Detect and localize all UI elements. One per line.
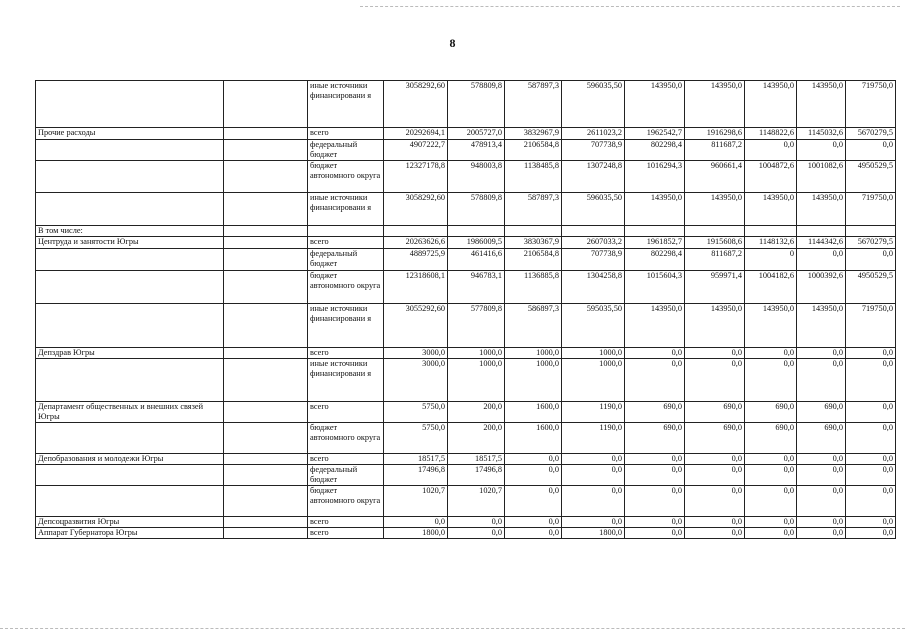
amount-cell: 0,0 xyxy=(625,347,685,358)
amount-cell: 0,0 xyxy=(625,358,685,401)
amount-cell: 2607033,2 xyxy=(562,236,625,248)
amount-cell: 2106584,8 xyxy=(505,140,562,161)
table-row xyxy=(36,248,896,270)
amount-cell: 0,0 xyxy=(797,485,846,516)
amount-cell: 0,0 xyxy=(562,485,625,516)
table-row xyxy=(36,453,896,464)
funding-source-cell: бюджет автономного округа xyxy=(308,422,384,453)
funding-source-cell: иные источники финансировани я xyxy=(308,193,384,226)
amount-cell: 1986009,5 xyxy=(448,236,505,248)
row-spacer-cell xyxy=(224,527,308,538)
amount-cell: 200,0 xyxy=(448,401,505,422)
row-name-cell: Депобразования и молодежи Югры xyxy=(36,453,224,464)
row-name-cell xyxy=(36,422,224,453)
amount-cell: 1144342,6 xyxy=(797,236,846,248)
amount-cell: 1000,0 xyxy=(505,358,562,401)
row-name-cell xyxy=(36,248,224,270)
amount-cell: 1000,0 xyxy=(562,347,625,358)
amount-cell: 5670279,5 xyxy=(846,236,896,248)
row-name-cell: Депздрав Югры xyxy=(36,347,224,358)
amount-cell: 143950,0 xyxy=(625,303,685,347)
amount-cell: 578809,8 xyxy=(448,193,505,226)
budget-table xyxy=(35,80,896,539)
amount-cell xyxy=(745,226,797,237)
amount-cell: 0,0 xyxy=(505,516,562,527)
amount-cell: 0,0 xyxy=(745,358,797,401)
amount-cell: 0,0 xyxy=(685,485,745,516)
amount-cell: 1915608,6 xyxy=(685,236,745,248)
amount-cell xyxy=(625,226,685,237)
amount-cell: 0,0 xyxy=(625,485,685,516)
amount-cell: 143950,0 xyxy=(685,303,745,347)
row-name-cell xyxy=(36,140,224,161)
amount-cell: 1307248,8 xyxy=(562,161,625,193)
amount-cell: 811687,2 xyxy=(685,140,745,161)
funding-source-cell: всего xyxy=(308,128,384,140)
row-spacer-cell xyxy=(224,226,308,237)
amount-cell: 1016294,3 xyxy=(625,161,685,193)
amount-cell xyxy=(448,226,505,237)
funding-source-cell: всего xyxy=(308,453,384,464)
row-spacer-cell xyxy=(224,161,308,193)
amount-cell: 143950,0 xyxy=(797,81,846,128)
table-row xyxy=(36,347,896,358)
amount-cell: 578809,8 xyxy=(448,81,505,128)
amount-cell: 1000,0 xyxy=(505,347,562,358)
table-row xyxy=(36,527,896,538)
amount-cell: 17496,8 xyxy=(384,464,448,485)
amount-cell: 1190,0 xyxy=(562,401,625,422)
amount-cell: 596035,50 xyxy=(562,81,625,128)
row-name-cell xyxy=(36,464,224,485)
amount-cell: 0,0 xyxy=(846,358,896,401)
row-name-cell: Департамент общественных и внешних связей Югры xyxy=(36,401,224,422)
amount-cell: 1916298,6 xyxy=(685,128,745,140)
table-row xyxy=(36,358,896,401)
amount-cell: 690,0 xyxy=(797,422,846,453)
amount-cell: 960661,4 xyxy=(685,161,745,193)
amount-cell: 2005727,0 xyxy=(448,128,505,140)
amount-cell: 0,0 xyxy=(797,140,846,161)
row-spacer-cell xyxy=(224,358,308,401)
amount-cell: 5750,0 xyxy=(384,401,448,422)
amount-cell: 4950529,5 xyxy=(846,161,896,193)
table-row xyxy=(36,140,896,161)
amount-cell: 690,0 xyxy=(625,422,685,453)
amount-cell: 478913,4 xyxy=(448,140,505,161)
amount-cell: 18517,5 xyxy=(448,453,505,464)
amount-cell: 143950,0 xyxy=(745,193,797,226)
amount-cell: 1148822,6 xyxy=(745,128,797,140)
amount-cell xyxy=(384,226,448,237)
table-row xyxy=(36,236,896,248)
amount-cell: 17496,8 xyxy=(448,464,505,485)
row-spacer-cell xyxy=(224,516,308,527)
row-spacer-cell xyxy=(224,422,308,453)
amount-cell: 0,0 xyxy=(745,485,797,516)
row-spacer-cell xyxy=(224,464,308,485)
amount-cell: 1190,0 xyxy=(562,422,625,453)
amount-cell: 1600,0 xyxy=(505,401,562,422)
table-row xyxy=(36,193,896,226)
scan-edge-top xyxy=(360,6,900,7)
amount-cell: 690,0 xyxy=(745,401,797,422)
amount-cell: 1600,0 xyxy=(505,422,562,453)
amount-cell: 143950,0 xyxy=(685,193,745,226)
amount-cell: 690,0 xyxy=(745,422,797,453)
amount-cell: 0,0 xyxy=(745,347,797,358)
amount-cell xyxy=(505,226,562,237)
amount-cell: 12318608,1 xyxy=(384,270,448,303)
funding-source-cell: федеральный бюджет xyxy=(308,464,384,485)
amount-cell: 0,0 xyxy=(625,464,685,485)
row-name-cell: Аппарат Губернатора Югры xyxy=(36,527,224,538)
row-spacer-cell xyxy=(224,140,308,161)
amount-cell: 1004182,6 xyxy=(745,270,797,303)
row-spacer-cell xyxy=(224,401,308,422)
amount-cell: 3000,0 xyxy=(384,347,448,358)
amount-cell xyxy=(562,226,625,237)
amount-cell: 0,0 xyxy=(562,464,625,485)
row-name-cell xyxy=(36,193,224,226)
amount-cell: 0,0 xyxy=(625,453,685,464)
amount-cell: 1148132,6 xyxy=(745,236,797,248)
row-spacer-cell xyxy=(224,303,308,347)
amount-cell: 3058292,60 xyxy=(384,81,448,128)
amount-cell: 0,0 xyxy=(745,527,797,538)
amount-cell: 0,0 xyxy=(685,527,745,538)
amount-cell: 0,0 xyxy=(448,516,505,527)
table-row xyxy=(36,226,896,237)
table-row xyxy=(36,401,896,422)
amount-cell: 0,0 xyxy=(846,464,896,485)
amount-cell: 596035,50 xyxy=(562,193,625,226)
amount-cell: 3830367,9 xyxy=(505,236,562,248)
row-spacer-cell xyxy=(224,128,308,140)
amount-cell: 707738,9 xyxy=(562,248,625,270)
amount-cell: 0,0 xyxy=(505,453,562,464)
funding-source-cell: всего xyxy=(308,236,384,248)
amount-cell: 1961852,7 xyxy=(625,236,685,248)
row-spacer-cell xyxy=(224,347,308,358)
amount-cell: 20263626,6 xyxy=(384,236,448,248)
amount-cell: 2106584,8 xyxy=(505,248,562,270)
amount-cell: 0,0 xyxy=(685,453,745,464)
amount-cell xyxy=(846,226,896,237)
amount-cell: 0,0 xyxy=(797,464,846,485)
amount-cell: 719750,0 xyxy=(846,193,896,226)
amount-cell: 0,0 xyxy=(846,140,896,161)
row-name-cell: Прочие расходы xyxy=(36,128,224,140)
row-name-cell xyxy=(36,81,224,128)
funding-source-cell: федеральный бюджет xyxy=(308,248,384,270)
amount-cell: 1145032,6 xyxy=(797,128,846,140)
page-number: 8 xyxy=(449,36,456,50)
amount-cell: 3832967,9 xyxy=(505,128,562,140)
table-row xyxy=(36,303,896,347)
row-spacer-cell xyxy=(224,270,308,303)
amount-cell: 1001082,6 xyxy=(797,161,846,193)
amount-cell: 587897,3 xyxy=(505,81,562,128)
amount-cell: 20292694,1 xyxy=(384,128,448,140)
amount-cell: 0,0 xyxy=(846,485,896,516)
amount-cell: 1000,0 xyxy=(562,358,625,401)
amount-cell: 0,0 xyxy=(625,516,685,527)
row-spacer-cell xyxy=(224,248,308,270)
amount-cell: 0,0 xyxy=(745,453,797,464)
amount-cell: 0,0 xyxy=(448,527,505,538)
amount-cell: 0,0 xyxy=(505,485,562,516)
scan-edge-bottom xyxy=(0,628,905,629)
amount-cell: 0,0 xyxy=(384,516,448,527)
amount-cell: 143950,0 xyxy=(745,81,797,128)
amount-cell: 0,0 xyxy=(505,464,562,485)
amount-cell: 0,0 xyxy=(685,347,745,358)
amount-cell: 12327178,8 xyxy=(384,161,448,193)
table-row xyxy=(36,422,896,453)
amount-cell: 143950,0 xyxy=(625,193,685,226)
table-row xyxy=(36,161,896,193)
row-spacer-cell xyxy=(224,81,308,128)
amount-cell: 1800,0 xyxy=(384,527,448,538)
amount-cell: 719750,0 xyxy=(846,303,896,347)
row-spacer-cell xyxy=(224,193,308,226)
amount-cell: 0,0 xyxy=(625,527,685,538)
amount-cell: 0,0 xyxy=(745,516,797,527)
amount-cell: 1800,0 xyxy=(562,527,625,538)
amount-cell: 707738,9 xyxy=(562,140,625,161)
row-name-cell xyxy=(36,270,224,303)
amount-cell: 0,0 xyxy=(846,453,896,464)
amount-cell: 0,0 xyxy=(846,248,896,270)
amount-cell: 595035,50 xyxy=(562,303,625,347)
amount-cell: 586897,3 xyxy=(505,303,562,347)
funding-source-cell: всего xyxy=(308,401,384,422)
amount-cell: 200,0 xyxy=(448,422,505,453)
amount-cell: 4950529,5 xyxy=(846,270,896,303)
amount-cell: 946783,1 xyxy=(448,270,505,303)
funding-source-cell: иные источники финансировани я xyxy=(308,358,384,401)
amount-cell: 690,0 xyxy=(797,401,846,422)
amount-cell: 0,0 xyxy=(562,516,625,527)
row-spacer-cell xyxy=(224,485,308,516)
amount-cell: 143950,0 xyxy=(797,303,846,347)
amount-cell: 1004872,6 xyxy=(745,161,797,193)
amount-cell: 1015604,3 xyxy=(625,270,685,303)
amount-cell: 577809,8 xyxy=(448,303,505,347)
amount-cell: 0,0 xyxy=(797,358,846,401)
amount-cell: 5750,0 xyxy=(384,422,448,453)
amount-cell: 3055292,60 xyxy=(384,303,448,347)
row-name-cell xyxy=(36,161,224,193)
amount-cell: 0,0 xyxy=(797,248,846,270)
amount-cell xyxy=(685,226,745,237)
amount-cell: 0,0 xyxy=(797,516,846,527)
row-name-cell: Центруда и занятости Югры xyxy=(36,236,224,248)
amount-cell: 0,0 xyxy=(797,453,846,464)
amount-cell: 0,0 xyxy=(846,516,896,527)
funding-source-cell: федеральный бюджет xyxy=(308,140,384,161)
amount-cell: 0 xyxy=(745,248,797,270)
amount-cell: 1020,7 xyxy=(384,485,448,516)
table-body xyxy=(36,81,896,539)
amount-cell: 143950,0 xyxy=(685,81,745,128)
table-row xyxy=(36,516,896,527)
amount-cell: 948003,8 xyxy=(448,161,505,193)
amount-cell: 690,0 xyxy=(685,422,745,453)
amount-cell: 802298,4 xyxy=(625,248,685,270)
row-name-cell xyxy=(36,358,224,401)
amount-cell: 0,0 xyxy=(685,358,745,401)
amount-cell: 690,0 xyxy=(685,401,745,422)
row-name-cell xyxy=(36,485,224,516)
funding-source-cell: иные источники финансировани я xyxy=(308,303,384,347)
amount-cell: 0,0 xyxy=(846,401,896,422)
amount-cell: 0,0 xyxy=(846,422,896,453)
amount-cell: 0,0 xyxy=(846,527,896,538)
amount-cell: 1304258,8 xyxy=(562,270,625,303)
amount-cell: 0,0 xyxy=(745,464,797,485)
amount-cell: 143950,0 xyxy=(797,193,846,226)
row-name-cell: В том числе: xyxy=(36,226,224,237)
amount-cell: 1136885,8 xyxy=(505,270,562,303)
amount-cell: 0,0 xyxy=(562,453,625,464)
row-spacer-cell xyxy=(224,236,308,248)
row-name-cell xyxy=(36,303,224,347)
funding-source-cell xyxy=(308,226,384,237)
table-row xyxy=(36,485,896,516)
funding-source-cell: всего xyxy=(308,516,384,527)
amount-cell: 959971,4 xyxy=(685,270,745,303)
table-row xyxy=(36,464,896,485)
table-row xyxy=(36,270,896,303)
amount-cell: 1962542,7 xyxy=(625,128,685,140)
row-name-cell: Депсоцразвития Югры xyxy=(36,516,224,527)
amount-cell: 5670279,5 xyxy=(846,128,896,140)
amount-cell: 0,0 xyxy=(685,464,745,485)
amount-cell: 143950,0 xyxy=(625,81,685,128)
amount-cell: 1000392,6 xyxy=(797,270,846,303)
amount-cell: 587897,3 xyxy=(505,193,562,226)
amount-cell: 3000,0 xyxy=(384,358,448,401)
table-row xyxy=(36,128,896,140)
funding-source-cell: бюджет автономного округа xyxy=(308,270,384,303)
amount-cell: 0,0 xyxy=(745,140,797,161)
amount-cell: 18517,5 xyxy=(384,453,448,464)
amount-cell: 1000,0 xyxy=(448,347,505,358)
amount-cell: 1138485,8 xyxy=(505,161,562,193)
amount-cell: 2611023,2 xyxy=(562,128,625,140)
row-spacer-cell xyxy=(224,453,308,464)
amount-cell: 3058292,60 xyxy=(384,193,448,226)
amount-cell: 690,0 xyxy=(625,401,685,422)
amount-cell: 0,0 xyxy=(685,516,745,527)
funding-source-cell: иные источники финансировани я xyxy=(308,81,384,128)
amount-cell: 1000,0 xyxy=(448,358,505,401)
amount-cell: 0,0 xyxy=(505,527,562,538)
amount-cell: 811687,2 xyxy=(685,248,745,270)
amount-cell: 0,0 xyxy=(797,527,846,538)
amount-cell: 1020,7 xyxy=(448,485,505,516)
funding-source-cell: всего xyxy=(308,527,384,538)
funding-source-cell: бюджет автономного округа xyxy=(308,161,384,193)
amount-cell: 802298,4 xyxy=(625,140,685,161)
amount-cell: 0,0 xyxy=(846,347,896,358)
amount-cell: 143950,0 xyxy=(745,303,797,347)
amount-cell: 0,0 xyxy=(797,347,846,358)
amount-cell: 719750,0 xyxy=(846,81,896,128)
amount-cell xyxy=(797,226,846,237)
amount-cell: 461416,6 xyxy=(448,248,505,270)
amount-cell: 4907222,7 xyxy=(384,140,448,161)
amount-cell: 4889725,9 xyxy=(384,248,448,270)
funding-source-cell: всего xyxy=(308,347,384,358)
funding-source-cell: бюджет автономного округа xyxy=(308,485,384,516)
table-row xyxy=(36,81,896,128)
